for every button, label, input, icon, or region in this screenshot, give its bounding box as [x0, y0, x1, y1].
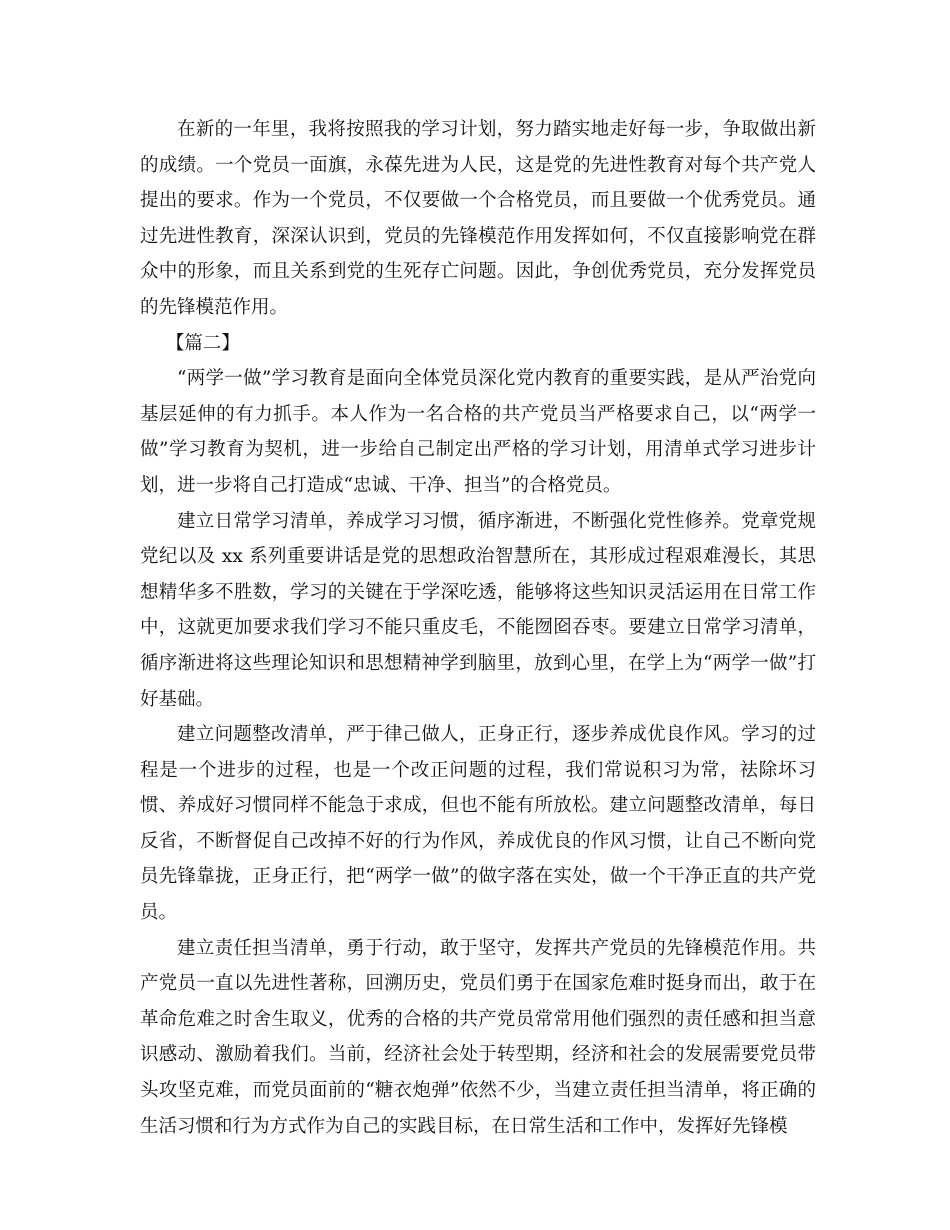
document-body	[140, 112, 816, 1144]
paragraph-daily-study-list: 建立日常学习清单，养成学习习惯，循序渐进，不断强化党性修养。党章党规党纪以及 xx 系列重要讲话是党的思想政治智慧所在，其形成过程艰难漫长，其思想精华多不胜数，学习的关键在于学深吃透，能够将这些知识灵活运用在日常工作中，这就更加要求我们学习不能只重皮毛，不能囫囵吞枣。要建立日常学习清单，循序渐进将这些理论知识和思想精神学到脑里，放到心里，在学上为“两学一做”打好基础。	[140, 510, 816, 710]
paragraph-two-study-intro: “两学一做”学习教育是面向全体党员深化党内教育的重要实践，是从严治党向基层延伸的有力抓手。本人作为一名合格的共产党员当严格要求自己，以“两学一做”学习教育为契机，进一步给自己制定出严格的学习计划，用清单式学习进步计划，进一步将自己打造成“忠诚、干净、担当”的合格党员。	[140, 368, 816, 496]
paragraph-plan-summary: 在新的一年里，我将按照我的学习计划，努力踏实地走好每一步，争取做出新的成绩。一个党员一面旗，永葆先进为人民，这是党的先进性教育对每个共产党人提出的要求。作为一个党员，不仅要做一个合格党员，而且要做一个优秀党员。通过先进性教育，深深认识到，党员的先锋模范作用发挥如何，不仅直接影响党在群众中的形象，而且关系到党的生死存亡问题。因此，争创优秀党员，充分发挥党员的先锋模范作用。	[140, 119, 816, 318]
paragraph-problem-rectification-list: 建立问题整改清单，严于律己做人，正身正行，逐步养成优良作风。学习的过程是一个进步的过程，也是一个改正问题的过程，我们常说积习为常，祛除坏习惯、养成好习惯同样不能急于求成，但也不能有所放松。建立问题整改清单，每日反省，不断督促自己改掉不好的行为作风，养成优良的作风习惯，让自己不断向党员先锋靠拢，正身正行，把“两学一做”的做字落在实处，做一个干净正直的共产党员。	[140, 724, 816, 924]
section-heading-part-two: 【篇二】	[165, 332, 240, 354]
paragraph-responsibility-list: 建立责任担当清单，勇于行动，敢于坚守，发挥共产党员的先锋模范作用。共产党员一直以先进性著称，回溯历史，党员们勇于在国家危难时挺身而出，敢于在革命危难之时舍生取义，优秀的合格的共产党员常常用他们强烈的责任感和担当意识感动、激励着我们。当前，经济社会处于转型期，经济和社会的发展需要党员带头攻坚克难，而党员面前的“糖衣炮弹”依然不少，当建立责任担当清单，将正确的生活习惯和行为方式作为自己的实践目标，在日常生活和工作中，发挥好先锋模	[140, 937, 816, 1137]
